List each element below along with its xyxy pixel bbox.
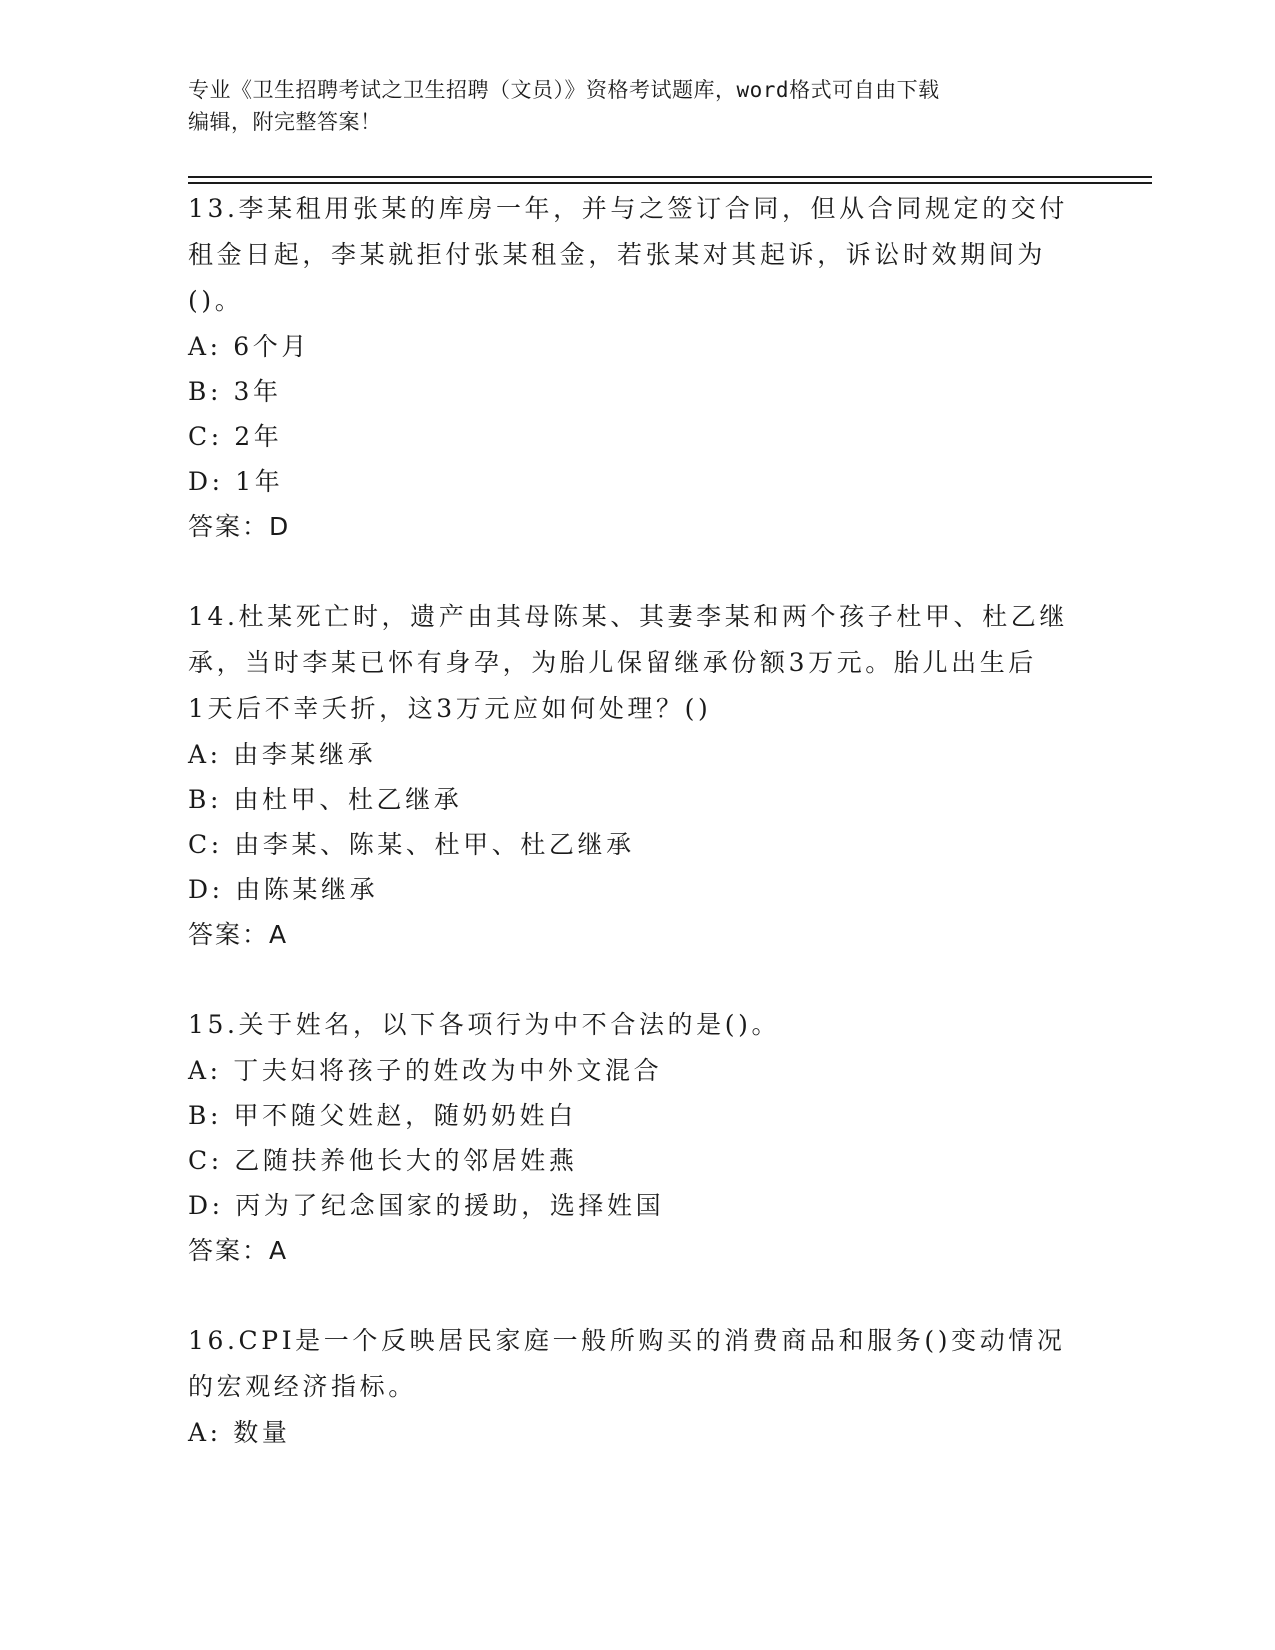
- question-text-line: 承，当时李某已怀有身孕，为胎儿保留继承份额3万元。胎儿出生后: [188, 648, 1037, 677]
- option-b: B: 甲不随父姓赵，随奶奶姓白: [188, 1101, 577, 1130]
- header-divider-bottom: [188, 182, 1152, 184]
- question-list: [188, 186, 1088, 1499]
- option-b: B: 3年: [188, 377, 282, 406]
- option-d: D: 1年: [188, 467, 284, 496]
- question-text-line: 16.CPI是一个反映居民家庭一般所购买的消费商品和服务()变动情况: [188, 1326, 1066, 1355]
- question-text-line: 1天后不幸夭折，这3万元应如何处理？(): [188, 694, 712, 723]
- question-16: [188, 1318, 1088, 1455]
- header-line-2: 编辑，附完整答案！: [188, 110, 382, 134]
- question-text-line: 13.李某租用张某的库房一年，并与之签订合同，但从合同规定的交付: [188, 194, 1068, 223]
- option-d: D: 丙为了纪念国家的援助，选择姓国: [188, 1191, 665, 1220]
- question-text-line: 14.杜某死亡时，遗产由其母陈某、其妻李某和两个孩子杜甲、杜乙继: [188, 602, 1068, 631]
- answer-text: 答案：A: [188, 1236, 289, 1265]
- question-text-line: 的宏观经济指标。: [188, 1372, 417, 1401]
- option-a: A: 6个月: [188, 332, 310, 361]
- option-d: D: 由陈某继承: [188, 875, 379, 904]
- header-line-1: 专业《卫生招聘考试之卫生招聘（文员）》资格考试题库，word格式可自由下载: [188, 78, 940, 102]
- option-c: C: 2年: [188, 422, 283, 451]
- header-divider-top: [188, 176, 1152, 178]
- answer-text: 答案：D: [188, 512, 291, 541]
- question-15: [188, 1002, 1088, 1274]
- option-c: C: 由李某、陈某、杜甲、杜乙继承: [188, 830, 635, 859]
- option-b: B: 由杜甲、杜乙继承: [188, 785, 463, 814]
- question-14: [188, 594, 1088, 958]
- option-a: A: 由李某继承: [188, 740, 377, 769]
- question-text-line: 租金日起，李某就拒付张某租金，若张某对其起诉，诉讼时效期间为: [188, 240, 1047, 269]
- document-header: [188, 74, 1088, 138]
- answer-text: 答案：A: [188, 920, 289, 949]
- question-text-line: ()。: [188, 286, 244, 315]
- option-c: C: 乙随扶养他长大的邻居姓燕: [188, 1146, 578, 1175]
- question-text-line: 15.关于姓名，以下各项行为中不合法的是()。: [188, 1010, 781, 1039]
- option-a: A: 丁夫妇将孩子的姓改为中外文混合: [188, 1056, 663, 1085]
- question-13: [188, 186, 1088, 550]
- option-a: A: 数量: [188, 1418, 291, 1447]
